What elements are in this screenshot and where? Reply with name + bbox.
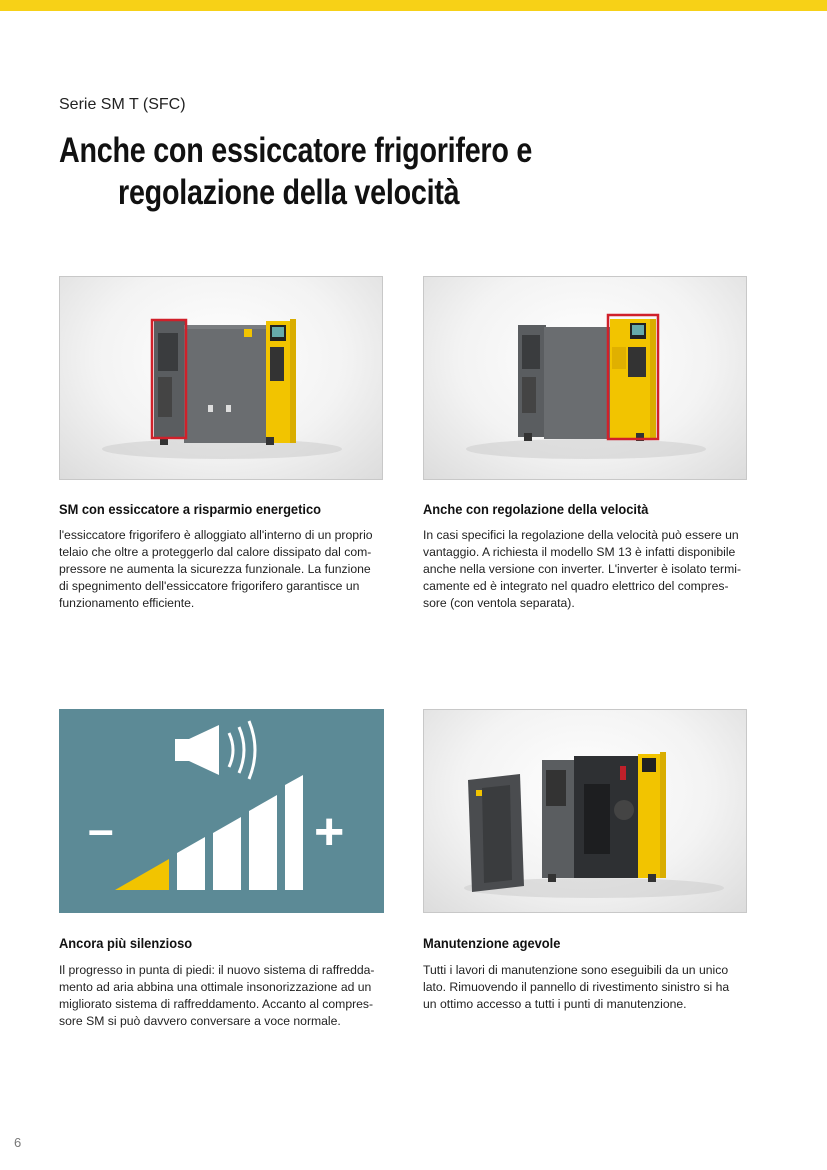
section-body-quieter: Il progresso in punta di piedi: il nuovo sistema di raffredda- mento ad aria abbina una ottimale insonorizzazione ad un migliorato sistema di raffreddamento. Accanto al compres- sore SM si può davvero conversare a voce normale. <box>59 963 375 1028</box>
section-title-maintenance: Manutenzione agevole <box>423 935 561 951</box>
section-title-quieter: Ancora più silenzioso <box>59 935 193 951</box>
brand-top-bar <box>0 0 827 11</box>
volume-bars <box>115 775 303 890</box>
compressor-maintenance-photo <box>423 709 747 913</box>
page-number: 6 <box>14 1135 22 1150</box>
page-title-line-1: Anche con essiccatore frigorifero e <box>59 131 533 170</box>
compressor-inverter-photo <box>423 276 747 480</box>
plus-sign: + <box>314 803 345 861</box>
section-body-dryer: l'essiccatore frigorifero è alloggiato all'interno di un proprio telaio che oltre a proteggerlo dal calore dissipato dal com- pressore ne aumenta la sicurezza funzionale. La funzione di spegnimento dell'essiccatore frigorifero garantisce un funzionamento efficiente. <box>59 528 373 610</box>
section-body-speed: In casi specifici la regolazione della velocità può essere un vantaggio. A richiesta il modello SM 13 è infatti disponibile anche nella versione con inverter. L'inverter è isolato termi- camente ed è integrato nel quadro elettrico del compres- sore (con ventola separata). <box>423 528 742 610</box>
minus-sign: – <box>88 803 114 855</box>
series-label: Serie SM T (SFC) <box>59 96 186 113</box>
section-body-maintenance: Tutti i lavori di manutenzione sono eseguibili da un unico lato. Rimuovendo il pannello di rivestimento sinistro si ha un ottimo accesso a tutti i punti di manutenzione. <box>423 963 730 1011</box>
section-title-speed: Anche con regolazione della velocità <box>423 501 649 517</box>
page-title <box>59 130 649 214</box>
speaker-icon <box>175 721 255 779</box>
noise-level-graphic <box>59 709 384 913</box>
compressor-dryer-photo <box>59 276 383 480</box>
section-title-dryer: SM con essiccatore a risparmio energetico <box>59 501 321 517</box>
page-title-line-2: regolazione della velocità <box>118 173 460 212</box>
